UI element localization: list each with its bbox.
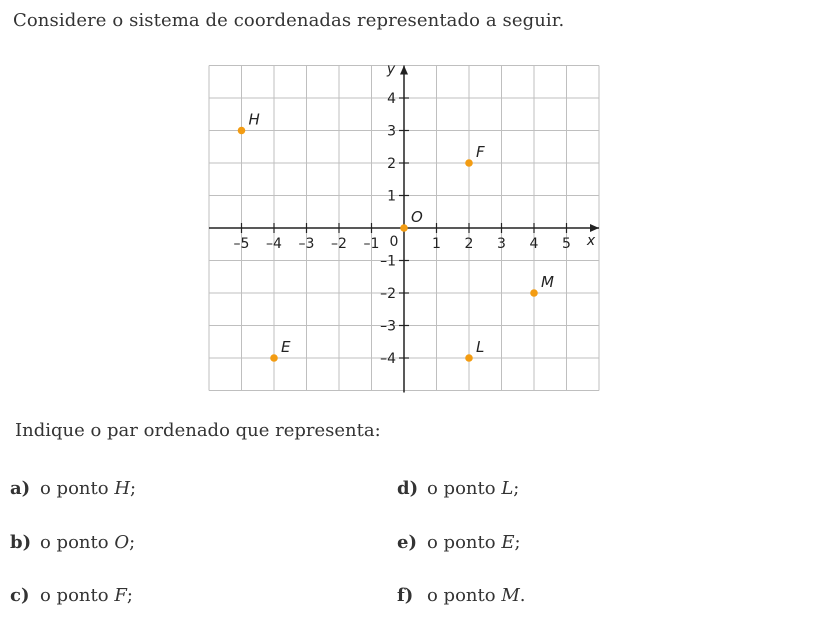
point-label-m: M	[541, 273, 554, 291]
item-point: O	[114, 532, 130, 553]
y-tick-label: 4	[387, 91, 396, 107]
item-point: E	[501, 532, 515, 553]
item-suffix: .	[519, 585, 526, 606]
item-prefix: o ponto	[40, 532, 115, 553]
point-h	[238, 127, 246, 135]
y-tick-label: –4	[380, 351, 396, 367]
item-prefix: o ponto	[40, 585, 115, 606]
item-point: L	[501, 478, 514, 499]
point-label-o: O	[411, 208, 423, 226]
x-tick-label: –3	[298, 236, 315, 252]
item-suffix: ;	[126, 585, 133, 606]
item-letter: e)	[397, 532, 417, 553]
point-f	[465, 159, 473, 167]
point-l	[465, 354, 473, 362]
point-m	[530, 289, 538, 297]
item-prefix: o ponto	[427, 585, 502, 606]
item-letter: c)	[10, 585, 30, 606]
origin-label: 0	[389, 234, 399, 250]
item-letter: d)	[397, 478, 419, 499]
y-tick-label: –1	[380, 253, 396, 270]
y-tick-label: 2	[387, 156, 396, 172]
x-tick-label: 2	[464, 236, 474, 252]
y-tick-label: –2	[380, 286, 396, 302]
point-label-e: E	[281, 338, 291, 356]
point-e	[270, 354, 278, 362]
x-tick-label: 1	[432, 236, 441, 252]
point-label-f: F	[476, 143, 485, 161]
item-suffix: ;	[513, 478, 520, 499]
item-letter: b)	[10, 532, 32, 553]
y-axis-label: y	[386, 61, 396, 78]
item-prefix: o ponto	[40, 478, 115, 499]
item-suffix: ;	[129, 532, 136, 553]
x-tick-label: 4	[529, 236, 539, 252]
item-c	[10, 585, 133, 606]
intro-text: Considere o sistema de coordenadas representado a seguir.	[13, 10, 565, 31]
prompt-text: Indique o par ordenado que representa:	[15, 420, 381, 441]
item-e	[397, 532, 521, 553]
point-label-h: H	[248, 110, 260, 129]
x-tick-label: 3	[497, 236, 506, 252]
item-point: M	[501, 585, 520, 606]
item-b	[10, 532, 135, 553]
x-axis-arrow	[590, 224, 599, 232]
item-prefix: o ponto	[427, 532, 502, 553]
x-tick-label: 5	[562, 236, 571, 252]
item-f	[397, 585, 525, 606]
item-suffix: ;	[130, 478, 137, 499]
x-tick-label: –5	[233, 236, 250, 252]
y-axis-arrow	[400, 66, 408, 75]
point-o	[400, 224, 408, 232]
item-letter: a)	[10, 478, 31, 499]
point-label-l: L	[476, 338, 485, 356]
x-axis-label: x	[586, 233, 596, 249]
x-tick-label: –4	[266, 236, 282, 252]
y-tick-label: 3	[387, 123, 396, 140]
x-tick-label: –1	[363, 236, 380, 252]
item-prefix: o ponto	[427, 478, 502, 499]
x-tick-label: –2	[331, 236, 347, 252]
item-point: H	[114, 478, 131, 499]
item-suffix: ;	[514, 532, 521, 553]
item-point: F	[114, 585, 127, 606]
y-tick-label: –3	[380, 318, 396, 335]
y-tick-label: 1	[387, 188, 396, 205]
item-a	[10, 478, 136, 499]
item-d	[397, 478, 519, 499]
item-letter: f)	[397, 585, 414, 606]
